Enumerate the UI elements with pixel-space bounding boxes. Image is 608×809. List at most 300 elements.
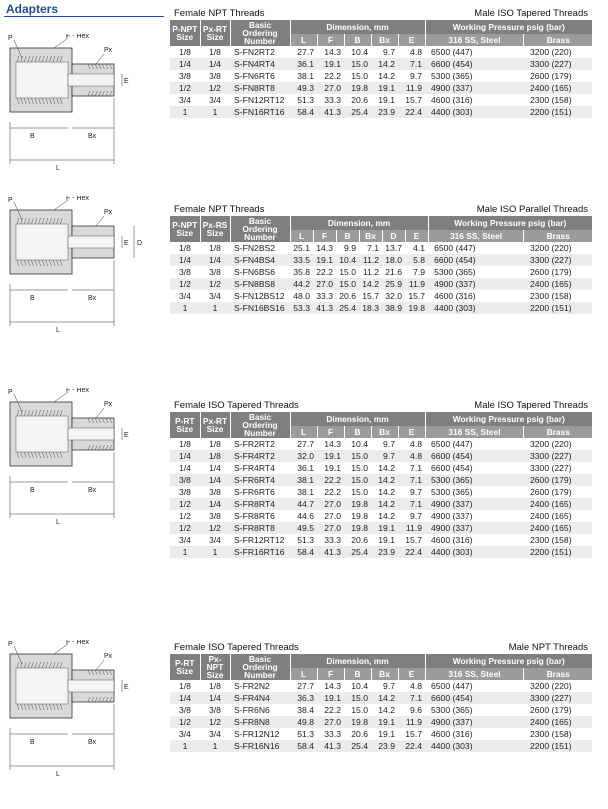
table-cell: 9.7: [383, 439, 395, 449]
table-cell: 3300 (227): [524, 692, 592, 704]
table-cell: 11.9: [398, 522, 425, 534]
col-header-dimension: Dimension, mm: [290, 654, 425, 668]
table-cell: 15.0: [344, 692, 371, 704]
table-row: [170, 94, 592, 106]
table-cell: 14.3: [324, 47, 341, 57]
label-px: Px: [104, 401, 113, 408]
table-cell: 25.4: [344, 740, 371, 752]
table-cell: 3/4: [179, 729, 191, 739]
table-row: [170, 266, 592, 278]
table-cell: 2600 (179): [529, 267, 572, 277]
table-row: [170, 692, 592, 704]
table-row: [170, 450, 592, 462]
table-cell: 38.1: [290, 474, 317, 486]
table-cell: 14.3: [324, 439, 341, 449]
table-cell: 5300 (365): [425, 474, 524, 486]
col-header-dim: B: [336, 230, 359, 242]
table-cell: 4.1: [413, 243, 426, 253]
table-cell: 9.7: [410, 511, 422, 521]
table-cell: 2600 (179): [524, 474, 592, 486]
col-header-dim: F: [317, 668, 344, 680]
col-header-ordering-number: Basic Ordering Number: [230, 216, 290, 242]
table-cell: S-FN6RT6: [234, 71, 275, 81]
table-cell: 11.9: [398, 82, 425, 94]
table-cell: 3/4: [209, 291, 221, 301]
table-cell: 1/2: [170, 278, 200, 290]
table-row: [170, 534, 592, 546]
table-cell: S-FN4RT4: [230, 58, 290, 70]
table-cell: 6600 (454): [431, 463, 473, 473]
table-cell: 38.9: [382, 302, 405, 314]
table-cell: 19.8: [344, 716, 371, 728]
table-cell: 9.9: [344, 243, 356, 253]
table-row: [170, 728, 592, 740]
table-cell: 4.8: [410, 681, 422, 691]
col-header-dimension: Dimension, mm: [290, 216, 428, 230]
table-cell: 4400 (303): [428, 302, 524, 314]
table-cell: 3/8: [179, 267, 191, 277]
label-bx: Bx: [88, 133, 97, 140]
spec-table-block: [170, 398, 592, 558]
table-cell: 14.2: [371, 498, 398, 510]
col-header-ss-steel: 316 SS, Steel: [425, 668, 524, 680]
table-cell: 14.2: [378, 71, 395, 81]
label-l: L: [56, 519, 60, 526]
table-cell: 41.3: [313, 302, 336, 314]
table-cell: 2400 (165): [529, 511, 572, 521]
table-cell: 19.1: [313, 254, 336, 266]
table-cell: 36.1: [297, 463, 314, 473]
table-cell: 20.6: [339, 291, 356, 301]
table-cell: 44.6: [297, 511, 314, 521]
table-cell: 1/8: [179, 439, 191, 449]
col-header-dim: L: [290, 426, 317, 438]
col-header-dim: D: [382, 230, 405, 242]
spec-table: [170, 654, 592, 752]
table-cell: 15.0: [344, 474, 371, 486]
table-cell: S-FR16RT16: [230, 546, 290, 558]
table-cell: 49.8: [290, 716, 317, 728]
title-divider: [4, 16, 164, 17]
col-header-dim: L: [290, 230, 313, 242]
female-thread-caption: Female NPT Threads: [174, 8, 265, 19]
table-cell: 7.1: [398, 498, 425, 510]
table-cell: 41.3: [317, 106, 344, 118]
table-cell: S-FR6RT6: [234, 487, 275, 497]
table-cell: 25.4: [336, 302, 359, 314]
label-px: Px: [104, 653, 113, 660]
table-cell: 2600 (179): [529, 487, 572, 497]
table-cell: 7.1: [398, 58, 425, 70]
label-hex: F - Hex: [66, 640, 89, 646]
table-cell: S-FR2N2: [234, 681, 270, 691]
table-cell: 2400 (165): [524, 716, 592, 728]
table-cell: 6500 (447): [434, 243, 476, 253]
table-row: [170, 510, 592, 522]
table-cell: 19.8: [344, 82, 371, 94]
table-cell: 1: [170, 302, 200, 314]
table-row: [170, 498, 592, 510]
table-cell: 10.4: [351, 681, 368, 691]
table-cell: 38.4: [297, 705, 314, 715]
table-cell: 33.3: [324, 729, 341, 739]
table-cell: 10.4: [351, 47, 368, 57]
table-cell: 1/8: [179, 47, 191, 57]
table-cell: 9.7: [383, 681, 395, 691]
table-row: [170, 302, 592, 314]
table-cell: 44.2: [290, 278, 313, 290]
table-cell: 4400 (303): [425, 106, 524, 118]
table-cell: S-FR4RT2: [230, 450, 290, 462]
table-cell: 4900 (337): [428, 278, 524, 290]
table-cell: 4.8: [410, 47, 422, 57]
table-cell: 27.7: [297, 681, 314, 691]
table-row: [170, 680, 592, 692]
table-cell: 5.8: [405, 254, 428, 266]
table-cell: 18.0: [382, 254, 405, 266]
table-cell: 1/4: [170, 692, 200, 704]
table-cell: S-FN4BS4: [230, 254, 290, 266]
label-px: Px: [104, 209, 113, 216]
table-cell: 2300 (158): [529, 95, 572, 105]
table-cell: 27.7: [297, 439, 314, 449]
table-cell: 2200 (151): [524, 546, 592, 558]
table-row: [170, 546, 592, 558]
label-d: D: [137, 240, 143, 247]
table-cell: 11.2: [359, 254, 382, 266]
table-cell: 27.0: [324, 511, 341, 521]
table-cell: 7.1: [410, 463, 422, 473]
table-cell: 33.3: [316, 291, 333, 301]
table-row: [170, 70, 592, 82]
table-cell: 3/4: [179, 291, 191, 301]
col-header-dim: E: [398, 34, 425, 46]
table-cell: 38.1: [297, 487, 314, 497]
table-cell: 44.7: [290, 498, 317, 510]
table-cell: S-FN12RT12: [234, 95, 285, 105]
fitting-drawing: [4, 34, 164, 174]
table-cell: 1/2: [200, 82, 230, 94]
female-thread-caption: Female ISO Tapered Threads: [174, 400, 299, 411]
table-cell: S-FN8BS8: [230, 278, 290, 290]
table-row: [170, 82, 592, 94]
label-b: B: [30, 739, 35, 746]
table-cell: 33.3: [324, 95, 341, 105]
table-cell: 3200 (220): [529, 681, 572, 691]
table-cell: 10.4: [351, 439, 368, 449]
table-cell: 19.1: [324, 463, 341, 473]
table-cell: 6500 (447): [431, 681, 473, 691]
table-cell: 25.9: [382, 278, 405, 290]
spec-table: [170, 20, 592, 118]
table-cell: 25.4: [344, 546, 371, 558]
table-cell: 22.2: [316, 267, 333, 277]
table-cell: S-FR4N4: [230, 692, 290, 704]
table-cell: 22.2: [324, 487, 341, 497]
spec-table-block: [170, 640, 592, 752]
table-cell: 1/4: [170, 254, 200, 266]
table-cell: 14.2: [371, 58, 398, 70]
col-header-male-size: Px-RT Size: [200, 412, 230, 438]
table-cell: 23.9: [371, 546, 398, 558]
label-hex: F - Hex: [66, 388, 89, 394]
table-cell: 4.8: [398, 450, 425, 462]
table-cell: 23.9: [371, 106, 398, 118]
table-cell: 2200 (151): [524, 302, 592, 314]
table-cell: 1: [200, 546, 230, 558]
table-cell: 3/8: [179, 71, 191, 81]
table-row: [170, 254, 592, 266]
table-cell: 3300 (227): [524, 58, 592, 70]
col-header-ss-steel: 316 SS, Steel: [428, 230, 524, 242]
table-cell: 27.7: [297, 47, 314, 57]
table-row: [170, 438, 592, 450]
table-cell: 1/4: [200, 58, 230, 70]
table-cell: S-FN16BS16: [230, 302, 290, 314]
table-cell: 4600 (316): [431, 535, 473, 545]
table-cell: S-FR8RT4: [230, 498, 290, 510]
table-cell: 3/4: [179, 95, 191, 105]
table-cell: 15.0: [351, 463, 368, 473]
table-cell: 2300 (158): [529, 729, 572, 739]
table-row: [170, 106, 592, 118]
table-cell: 53.3: [290, 302, 313, 314]
col-header-dimension: Dimension, mm: [290, 412, 425, 426]
table-cell: S-FR6RT4: [230, 474, 290, 486]
table-row: [170, 462, 592, 474]
table-cell: 1/8: [209, 47, 221, 57]
table-cell: 3/8: [179, 705, 191, 715]
table-cell: 15.7: [405, 95, 422, 105]
table-cell: 35.8: [293, 267, 310, 277]
table-cell: 3/8: [179, 487, 191, 497]
table-cell: 15.0: [351, 705, 368, 715]
table-cell: 4900 (337): [425, 522, 524, 534]
col-header-male-size: Px-RS Size: [200, 216, 230, 242]
table-caption: [170, 398, 592, 412]
table-row: [170, 58, 592, 70]
col-header-dim: F: [317, 426, 344, 438]
table-cell: 5300 (365): [431, 71, 473, 81]
table-row: [170, 740, 592, 752]
table-cell: 6600 (454): [425, 450, 524, 462]
table-cell: 19.1: [371, 716, 398, 728]
label-p: P: [8, 389, 13, 396]
table-cell: 1/2: [200, 522, 230, 534]
col-header-ss-steel: 316 SS, Steel: [425, 34, 524, 46]
table-cell: 15.7: [405, 535, 422, 545]
male-thread-caption: Male ISO Tapered Threads: [474, 400, 588, 411]
table-cell: 1/2: [170, 498, 200, 510]
col-header-ss-steel: 316 SS, Steel: [425, 426, 524, 438]
table-cell: 19.1: [378, 729, 395, 739]
table-cell: 14.3: [316, 243, 333, 253]
table-cell: 11.9: [398, 716, 425, 728]
table-cell: 27.0: [317, 716, 344, 728]
table-cell: 2300 (158): [529, 535, 572, 545]
table-cell: 27.0: [313, 278, 336, 290]
table-cell: 23.9: [371, 740, 398, 752]
col-header-working-pressure: Working Pressure psig (bar): [425, 412, 592, 426]
label-bx: Bx: [88, 739, 97, 746]
col-header-working-pressure: Working Pressure psig (bar): [425, 654, 592, 668]
table-cell: 4900 (337): [431, 511, 473, 521]
label-l: L: [56, 771, 60, 778]
table-cell: 1: [170, 106, 200, 118]
table-cell: 58.4: [290, 740, 317, 752]
table-cell: 15.0: [336, 278, 359, 290]
table-cell: 3300 (227): [524, 450, 592, 462]
table-cell: 22.2: [324, 71, 341, 81]
table-cell: 20.6: [351, 535, 368, 545]
table-cell: 3/4: [209, 729, 221, 739]
table-cell: 4400 (303): [425, 740, 524, 752]
table-cell: 3/8: [209, 487, 221, 497]
table-cell: 2400 (165): [524, 498, 592, 510]
table-cell: 7.1: [398, 692, 425, 704]
table-cell: 14.2: [378, 705, 395, 715]
table-cell: 4900 (337): [425, 498, 524, 510]
col-header-ordering-number: Basic Ordering Number: [230, 412, 290, 438]
table-cell: 3/4: [209, 95, 221, 105]
table-cell: 25.4: [344, 106, 371, 118]
table-cell: 4400 (303): [425, 546, 524, 558]
label-b: B: [30, 487, 35, 494]
table-cell: 48.0: [293, 291, 310, 301]
table-cell: S-FR2RT2: [234, 439, 275, 449]
table-cell: 19.8: [405, 302, 428, 314]
table-cell: 1: [200, 302, 230, 314]
table-cell: 33.5: [290, 254, 313, 266]
table-cell: 20.6: [351, 729, 368, 739]
table-cell: 19.8: [344, 498, 371, 510]
table-cell: 11.9: [405, 278, 428, 290]
col-header-dim: L: [290, 34, 317, 46]
table-cell: 1/2: [179, 511, 191, 521]
table-cell: 2400 (165): [524, 82, 592, 94]
table-row: [170, 474, 592, 486]
label-l: L: [56, 165, 60, 172]
table-cell: 36.3: [290, 692, 317, 704]
table-cell: 1/8: [209, 243, 221, 253]
table-cell: 1/4: [200, 474, 230, 486]
table-cell: 33.3: [324, 535, 341, 545]
table-cell: 19.1: [371, 82, 398, 94]
col-header-dim: E: [398, 668, 425, 680]
table-cell: 5300 (365): [431, 487, 473, 497]
fitting-drawing: [4, 388, 164, 528]
table-cell: 3/8: [209, 511, 221, 521]
label-bx: Bx: [88, 295, 97, 302]
col-header-female-size: P-RT Size: [170, 654, 200, 680]
table-cell: 58.4: [290, 106, 317, 118]
table-cell: 22.4: [398, 740, 425, 752]
table-cell: 2600 (179): [529, 71, 572, 81]
table-cell: 15.0: [351, 487, 368, 497]
table-cell: 19.1: [378, 95, 395, 105]
table-cell: 14.3: [324, 681, 341, 691]
table-cell: 1/2: [170, 522, 200, 534]
table-cell: 3/8: [209, 71, 221, 81]
table-row: [170, 522, 592, 534]
table-cell: S-FR8RT6: [234, 511, 275, 521]
page-title: Adapters: [6, 2, 59, 16]
label-b: B: [30, 295, 35, 302]
table-cell: 15.0: [344, 58, 371, 70]
table-cell: 6600 (454): [425, 692, 524, 704]
table-cell: 51.3: [297, 535, 314, 545]
table-cell: 1/8: [179, 243, 191, 253]
col-header-brass: Brass: [524, 230, 592, 242]
col-header-male-size: Px-NPT Size: [200, 654, 230, 680]
table-cell: 20.6: [351, 95, 368, 105]
table-cell: 3200 (220): [529, 47, 572, 57]
table-cell: 58.4: [290, 546, 317, 558]
table-cell: 1/8: [209, 681, 221, 691]
table-cell: S-FR8N8: [230, 716, 290, 728]
table-cell: 15.7: [362, 291, 379, 301]
table-cell: 6600 (454): [428, 254, 524, 266]
table-cell: 19.1: [317, 450, 344, 462]
fitting-drawing: [4, 640, 164, 780]
table-cell: S-FR12N12: [234, 729, 280, 739]
table-caption: [170, 202, 592, 216]
table-cell: 19.1: [378, 535, 395, 545]
table-cell: S-FR8RT8: [230, 522, 290, 534]
label-e: E: [124, 240, 129, 247]
col-header-dim: B: [344, 668, 371, 680]
table-cell: 4600 (316): [431, 95, 473, 105]
table-cell: 2200 (151): [524, 740, 592, 752]
table-cell: S-FR6N6: [234, 705, 270, 715]
table-cell: 1/2: [200, 278, 230, 290]
table-cell: S-FN8RT8: [230, 82, 290, 94]
table-cell: 11.2: [362, 267, 379, 277]
table-cell: 5300 (365): [434, 267, 476, 277]
col-header-male-size: Px-RT Size: [200, 20, 230, 46]
table-cell: 6500 (447): [431, 47, 473, 57]
table-cell: 14.2: [378, 511, 395, 521]
table-cell: 1/4: [209, 463, 221, 473]
table-cell: 19.1: [317, 58, 344, 70]
table-cell: 32.0: [385, 291, 402, 301]
label-bx: Bx: [88, 487, 97, 494]
fitting-drawing: [4, 196, 164, 336]
table-cell: 51.3: [297, 729, 314, 739]
label-p: P: [8, 197, 13, 204]
table-cell: 7.1: [398, 474, 425, 486]
col-header-dim: B: [344, 34, 371, 46]
table-cell: 1: [170, 546, 200, 558]
table-cell: 2300 (158): [529, 291, 572, 301]
table-cell: 4.8: [410, 439, 422, 449]
table-cell: 4600 (316): [431, 729, 473, 739]
table-cell: 15.7: [408, 291, 426, 301]
table-cell: 22.4: [398, 106, 425, 118]
table-cell: 1/2: [200, 716, 230, 728]
table-cell: 14.2: [371, 474, 398, 486]
female-thread-caption: Female NPT Threads: [174, 204, 265, 215]
table-cell: 19.1: [317, 692, 344, 704]
table-cell: S-FR16N16: [230, 740, 290, 752]
table-cell: 4900 (337): [425, 82, 524, 94]
table-row: [170, 278, 592, 290]
table-cell: 1/4: [200, 498, 230, 510]
table-cell: 15.0: [339, 267, 356, 277]
female-thread-caption: Female ISO Tapered Threads: [174, 642, 299, 653]
table-cell: 1/4: [179, 463, 191, 473]
table-cell: 1/4: [170, 450, 200, 462]
